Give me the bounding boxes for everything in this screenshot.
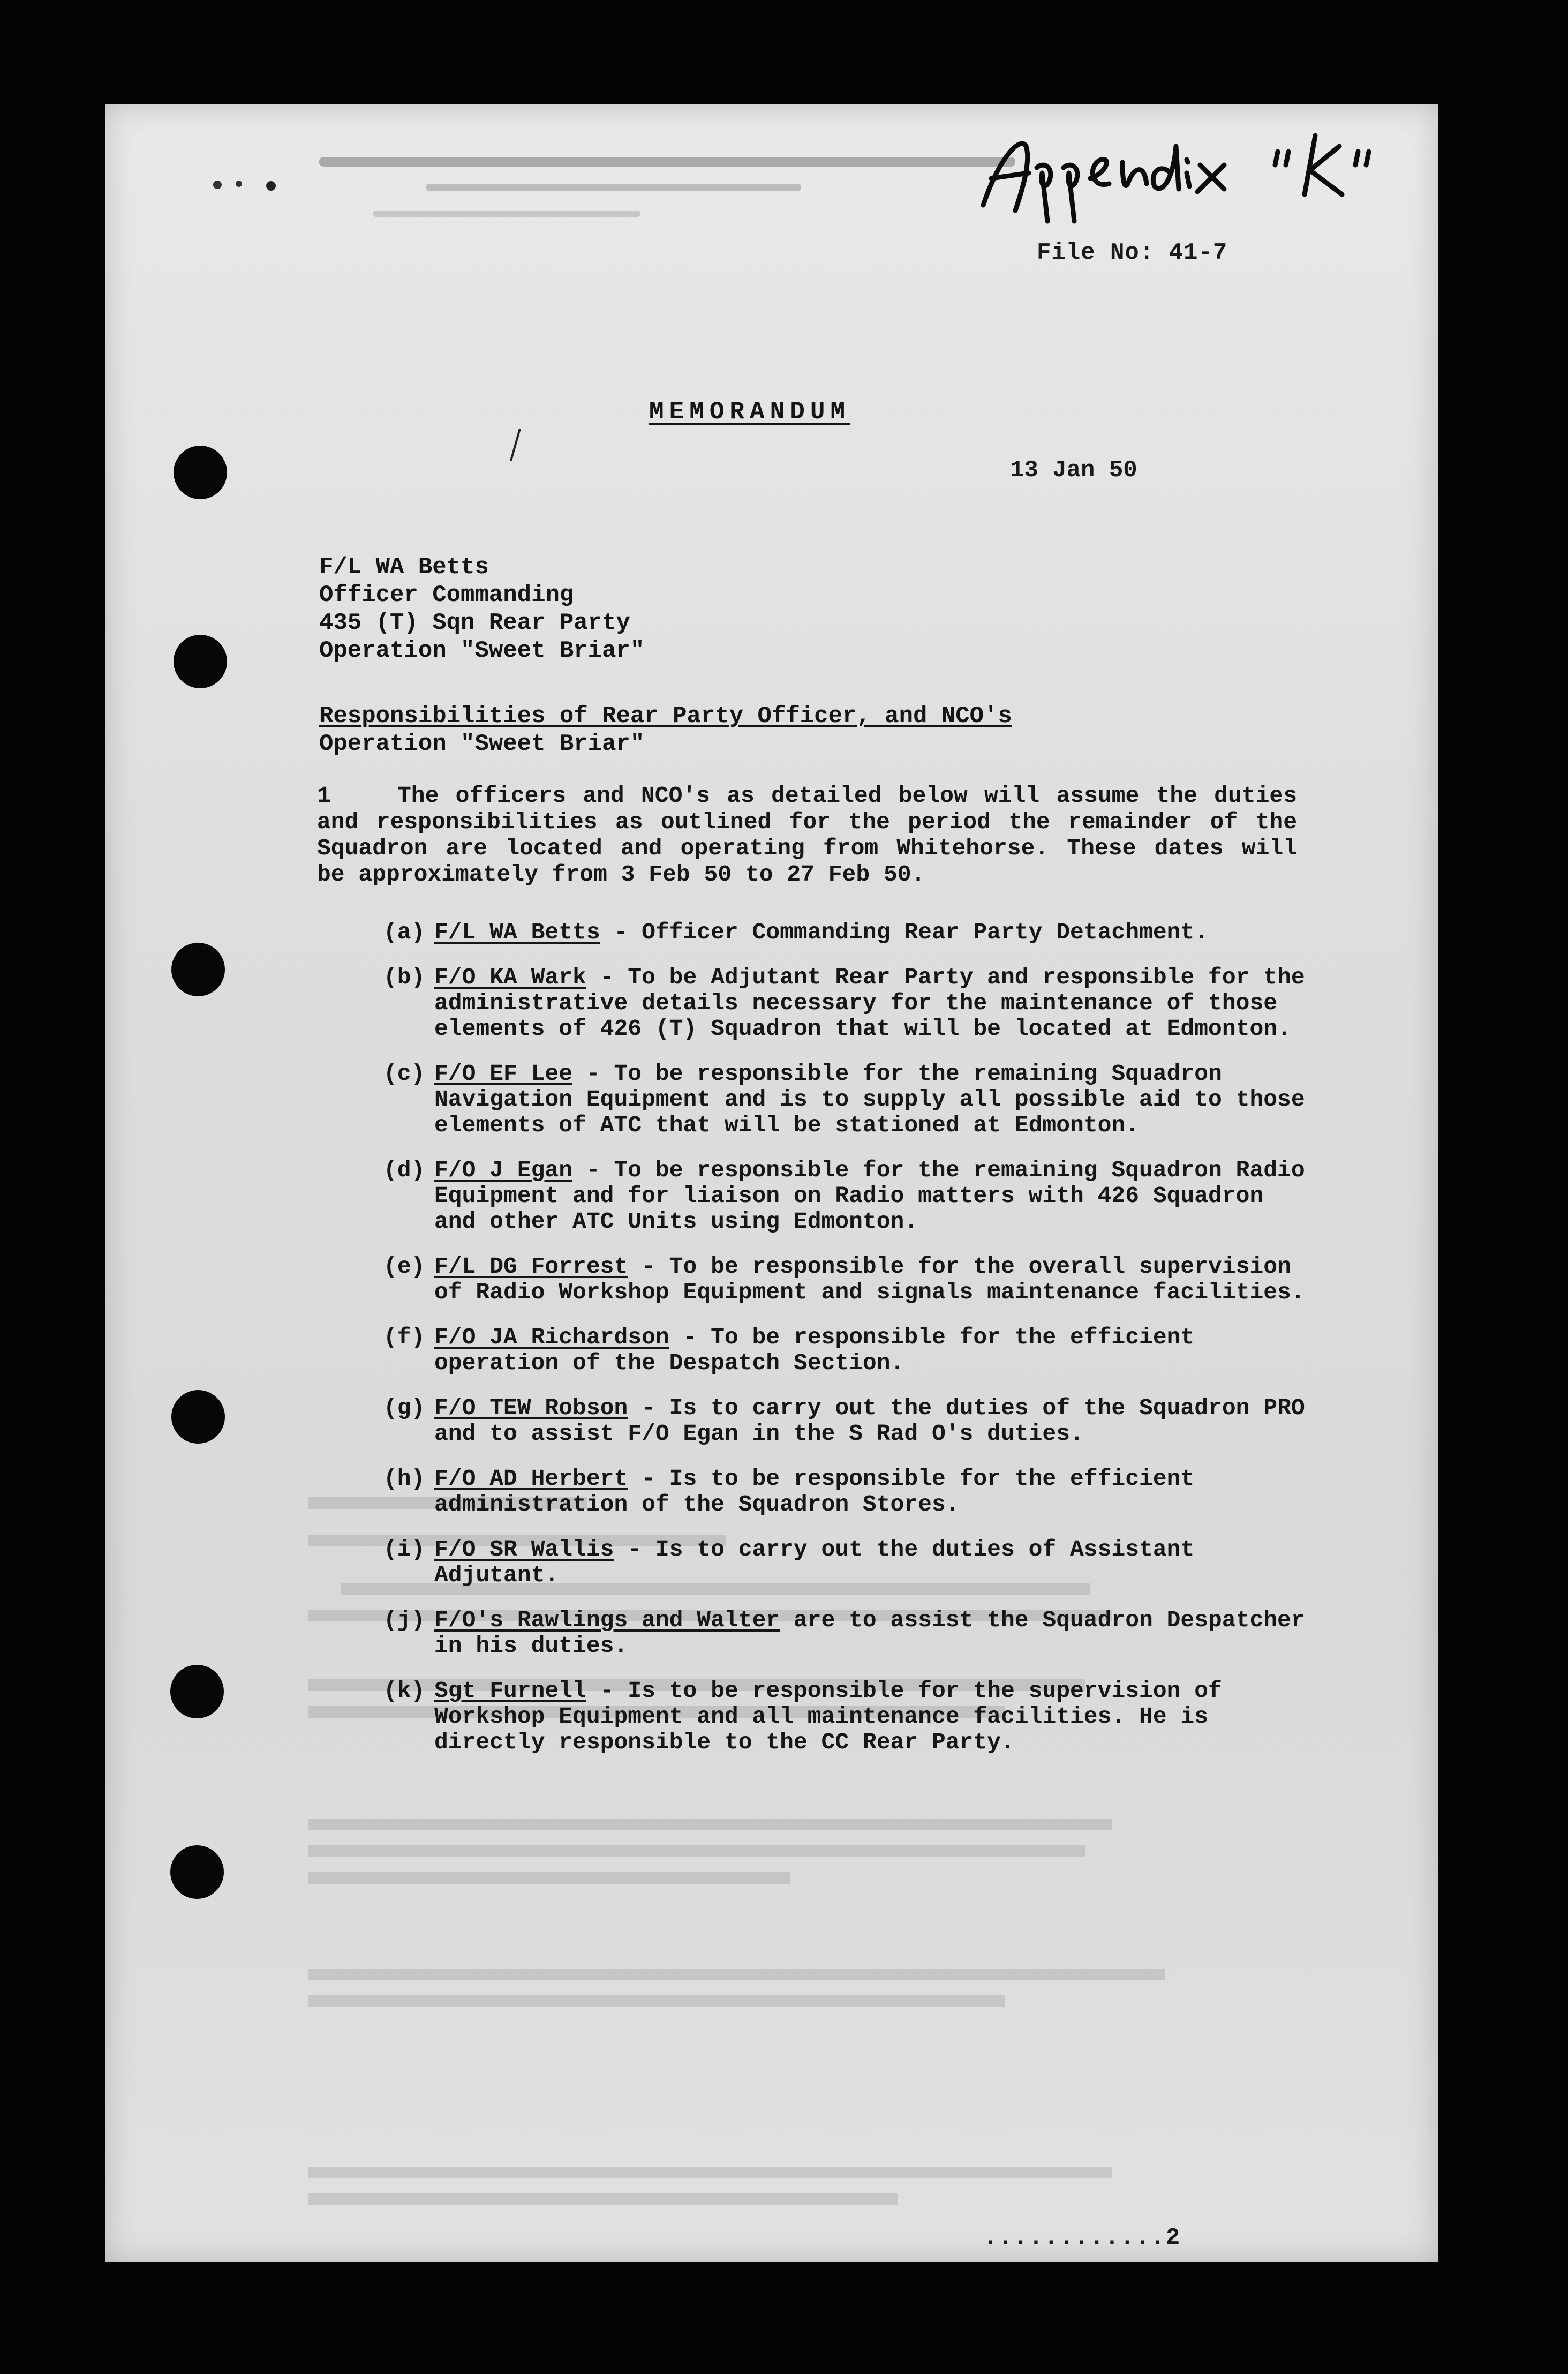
duty-item	[383, 1466, 1310, 1517]
handwritten-appendix-annotation	[962, 114, 1438, 227]
pen-mark	[507, 426, 523, 463]
addressee-line: Officer Commanding	[319, 582, 574, 608]
item-text: - Is to carry out the duties of the Squadron PRO and to assist F/O Egan in the S Rad O's duties.	[434, 1395, 1305, 1447]
page-continuation: ............2	[983, 2225, 1181, 2251]
item-officer: Sgt Furnell	[434, 1678, 586, 1704]
item-text: - To be Adjutant Rear Party and responsible for the administrative details necessary for the maintenance of those elements of 426 (T) Squadron that will be located at Edmonton.	[434, 964, 1305, 1042]
duty-item	[383, 965, 1310, 1042]
item-letter: (g)	[383, 1395, 425, 1421]
paragraph-text: The officers and NCO's as detailed below will assume the duties and responsibilities as outlined for the period the remainder of the Squadron are located and operating from Whitehorse. These dates will be approximately from 3 Feb 50 to 27 Feb 50.	[317, 783, 1297, 888]
item-letter: (a)	[383, 919, 425, 945]
punch-hole	[171, 1390, 225, 1444]
subject-block	[319, 702, 1012, 758]
item-officer: F/O AD Herbert	[434, 1466, 628, 1492]
duty-item	[383, 1607, 1310, 1659]
item-officer: F/O EF Lee	[434, 1061, 573, 1087]
item-text: are to assist the Squadron Despatcher in his duties.	[434, 1607, 1305, 1659]
duty-item	[383, 1537, 1310, 1588]
item-letter: (c)	[383, 1061, 425, 1087]
duty-item	[383, 1325, 1310, 1376]
item-officer: F/O TEW Robson	[434, 1395, 628, 1421]
item-text: - To be responsible for the overall supervision of Radio Workshop Equipment and signals maintenance facilities.	[434, 1253, 1305, 1305]
punch-hole	[174, 446, 227, 499]
item-letter: (k)	[383, 1678, 425, 1704]
item-text: - Officer Commanding Rear Party Detachment.	[600, 919, 1209, 945]
paragraph-number: 1	[317, 783, 331, 809]
duty-item	[383, 1158, 1310, 1235]
addressee-line: F/L WA Betts	[319, 554, 489, 581]
addressee-line: 435 (T) Sqn Rear Party	[319, 610, 630, 636]
item-letter: (d)	[383, 1157, 425, 1183]
item-letter: (f)	[383, 1324, 425, 1350]
punch-hole	[174, 635, 227, 688]
item-officer: F/O SR Wallis	[434, 1536, 614, 1562]
memo-date: 13 Jan 50	[1010, 457, 1137, 484]
item-letter: (h)	[383, 1466, 425, 1492]
punch-hole	[170, 1665, 224, 1718]
item-text: - To be responsible for the remaining Squadron Radio Equipment and for liaison on Radio matters with 426 Squadron and other ATC Units using Edmonton.	[434, 1157, 1305, 1235]
addressee-line: Operation "Sweet Briar"	[319, 637, 645, 664]
item-letter: (i)	[383, 1536, 425, 1562]
item-text: - Is to carry out the duties of Assistant Adjutant.	[434, 1536, 1195, 1588]
item-letter: (e)	[383, 1253, 425, 1280]
subject-line: Operation "Sweet Briar"	[319, 731, 645, 757]
item-officer: F/O's Rawlings and Walter	[434, 1607, 780, 1633]
duty-item	[383, 920, 1310, 945]
item-text: - To be responsible for the efficient operation of the Despatch Section.	[434, 1324, 1195, 1376]
item-officer: F/O JA Richardson	[434, 1324, 669, 1350]
duty-item	[383, 1678, 1310, 1755]
item-officer: F/O J Egan	[434, 1157, 573, 1183]
item-letter: (j)	[383, 1607, 425, 1633]
memorandum-page	[105, 104, 1438, 2262]
item-text: - To be responsible for the remaining Squadron Navigation Equipment and is to supply all possible aid to those elements of ATC that will be stationed at Edmonton.	[434, 1061, 1305, 1138]
item-text: - Is to be responsible for the supervision of Workshop Equipment and all maintenance facilities. He is directly responsible to the CC Rear Party.	[434, 1678, 1222, 1755]
duty-list	[383, 920, 1310, 1775]
file-number: File No: 41-7	[1037, 239, 1228, 266]
paragraph-1	[317, 783, 1297, 888]
ink-specks	[207, 174, 325, 196]
duty-item	[383, 1061, 1310, 1138]
item-letter: (b)	[383, 964, 425, 990]
punch-hole	[171, 943, 225, 996]
item-officer: F/O KA Wark	[434, 964, 586, 990]
addressee-block	[319, 553, 644, 665]
item-officer: F/L DG Forrest	[434, 1253, 628, 1280]
memo-title: MEMORANDUM	[649, 398, 851, 426]
subject-line: Responsibilities of Rear Party Officer, and NCO's	[319, 703, 1012, 730]
item-text: - Is to be responsible for the efficient administration of the Squadron Stores.	[434, 1466, 1195, 1517]
item-officer: F/L WA Betts	[434, 919, 600, 945]
punch-hole	[170, 1845, 224, 1899]
duty-item	[383, 1254, 1310, 1305]
duty-item	[383, 1395, 1310, 1447]
